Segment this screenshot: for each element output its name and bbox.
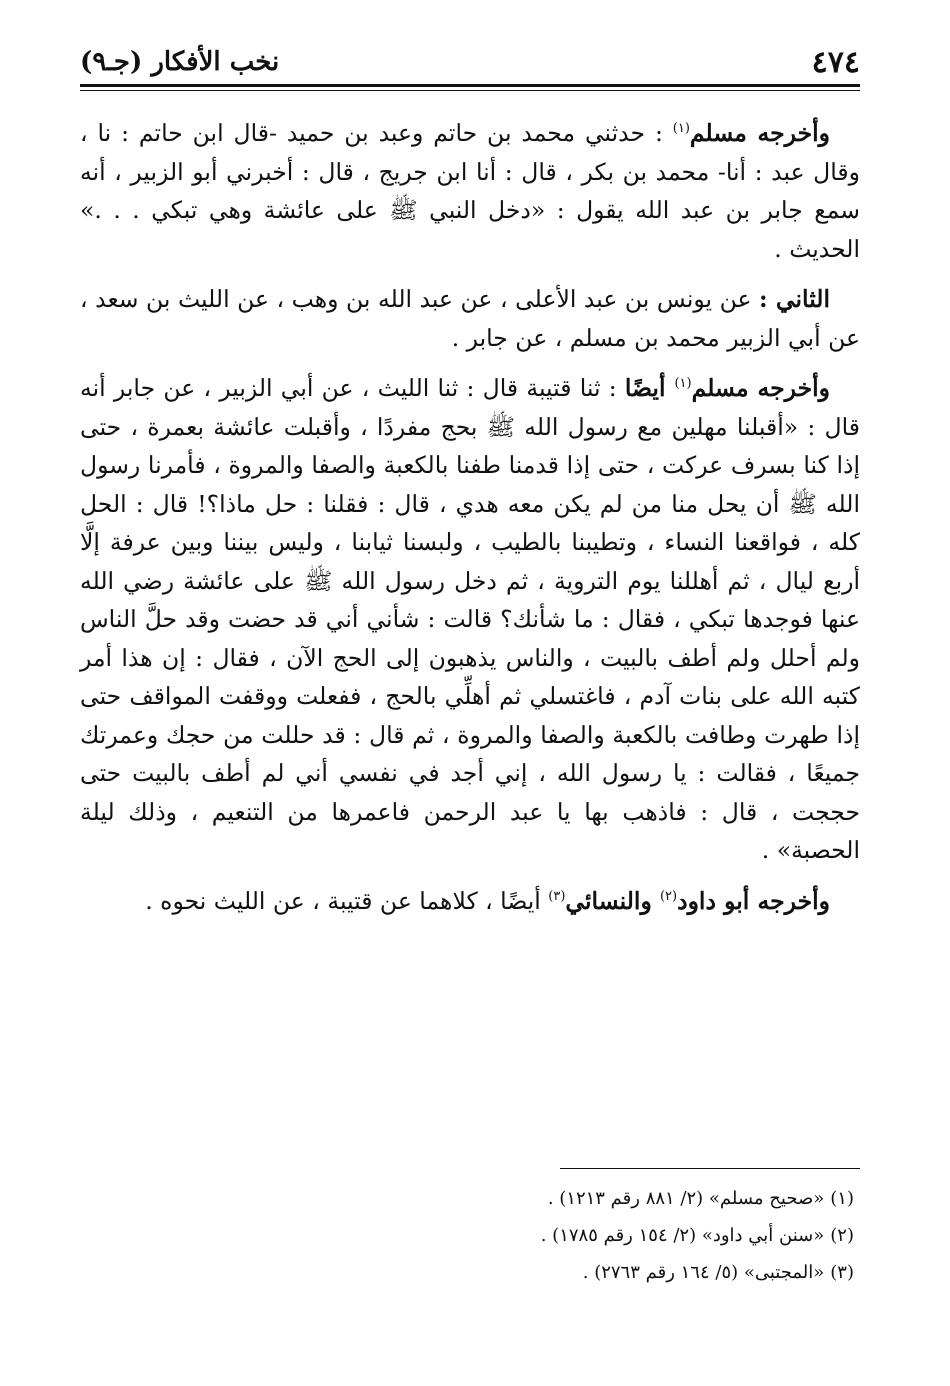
footnote-number: (٢) [830, 1225, 854, 1246]
footnote-ref-1[interactable]: (١) [672, 121, 690, 137]
paragraph-4-lead: وأخرجه أبو داود [677, 886, 830, 915]
paragraph-3-text: : ثنا قتيبة قال : ثنا الليث ، عن أبي الزبير ، عن جابر أنه قال : «أقبلنا مهلين مع رسول الله ﷺ بحج مفردًا ، وأقبلت عائشة بعمرة ، حتى إذا كنا بسرف عركت ، حتى إذا قدمنا طفنا بالكعبة والصفا والمروة ، فأمرنا رسول الله ﷺ أن يحل منا من لم يكن معه هدي ، قال : فقلنا : حل ماذا؟! قال : الحل كله ، فواقعنا النساء ، وتطيبنا بالطيب ، ولبسنا ثيابنا ، وليس بيننا وبين عرفة إلَّا أربع ليال ، ثم أهللنا يوم التروية ، ثم دخل رسول الله ﷺ على عائشة رضي الله عنها فوجدها تبكي ، فقال : ما شأنك؟ قالت : شأني أني قد حضت وقد حلَّ الناس ولم أحلل ولم أطف بالبيت ، والناس يذهبون إلى الحج الآن ، فقال : إن هذا أمر كتبه الله على بنات آدم ، فاغتسلي ثم أهلِّي بالحج ، ففعلت ووقفت المواقف حتى إذا طهرت وطافت بالكعبة والصفا والمروة ، ثم قال : قد حللت من حجك وعمرتك جميعًا ، فقالت : يا رسول الله ، إني أجد في نفسي أني لم أطف بالبيت حتى حججت ، قال : فاذهب بها يا عبد الرحمن فاعمرها من التنعيم ، وذلك ليلة الحصبة» . [80, 374, 860, 864]
paragraph-3-lead: وأخرجه مسلم [691, 374, 830, 402]
paragraph-1 [80, 114, 860, 268]
paragraph-4-lead2: والنسائي [565, 886, 660, 915]
paragraph-2-text: عن يونس بن عبد الأعلى ، عن عبد الله بن وهب ، عن الليث بن سعد ، عن أبي الزبير محمد بن مسلم ، عن جابر . [80, 285, 860, 352]
footnote-ref-2[interactable]: (٢) [659, 888, 678, 904]
footnote-text: «صحيح مسلم» (٢/ ٨٨١ رقم ١٢١٣) . [547, 1188, 825, 1209]
footnote-ref-3[interactable]: (٣) [548, 888, 566, 904]
page-number: ٤٧٤ [811, 44, 860, 80]
footnote-text: «سنن أبي داود» (٢/ ١٥٤ رقم ١٧٨٥) . [540, 1225, 825, 1246]
footnotes [80, 1180, 860, 1291]
footnote-text: «المجتبى» (٥/ ١٦٤ رقم ٢٧٦٣) . [582, 1262, 825, 1283]
paragraph-3 [80, 369, 860, 870]
footnote-1 [80, 1180, 860, 1217]
running-title: نخب الأفكار (جـ٩) [80, 47, 280, 77]
header-rule-thick [80, 84, 860, 87]
footnote-number: (١) [830, 1188, 854, 1209]
paragraph-1-text: : حدثني محمد بن حاتم وعبد بن حميد -قال ابن حاتم : نا ، وقال عبد : أنا- محمد بن بكر ، قال : أنا ابن جريج ، قال : أخبرني أبو الزبير ، أنه سمع جابر بن عبد الله يقول : «دخل النبي ﷺ على عائشة وهي تبكي . . .» الحديث . [80, 119, 860, 263]
main-text [80, 114, 860, 920]
footnote-2 [80, 1217, 860, 1254]
header-rule-thin [80, 90, 860, 91]
paragraph-1-lead: وأخرجه مسلم [689, 119, 830, 147]
paragraph-2-lead: الثاني : [759, 285, 830, 313]
paragraph-3-lead2: أيضًا [624, 374, 675, 402]
page-header [80, 42, 860, 82]
footnote-number: (٣) [830, 1262, 854, 1283]
footnote-separator [560, 1168, 860, 1169]
paragraph-2 [80, 280, 860, 357]
footnote-3 [80, 1254, 860, 1291]
footnote-ref-1b[interactable]: (١) [674, 376, 692, 392]
paragraph-4 [80, 882, 860, 921]
paragraph-4-text: أيضًا ، كلاهما عن قتيبة ، عن الليث نحوه . [145, 886, 549, 915]
